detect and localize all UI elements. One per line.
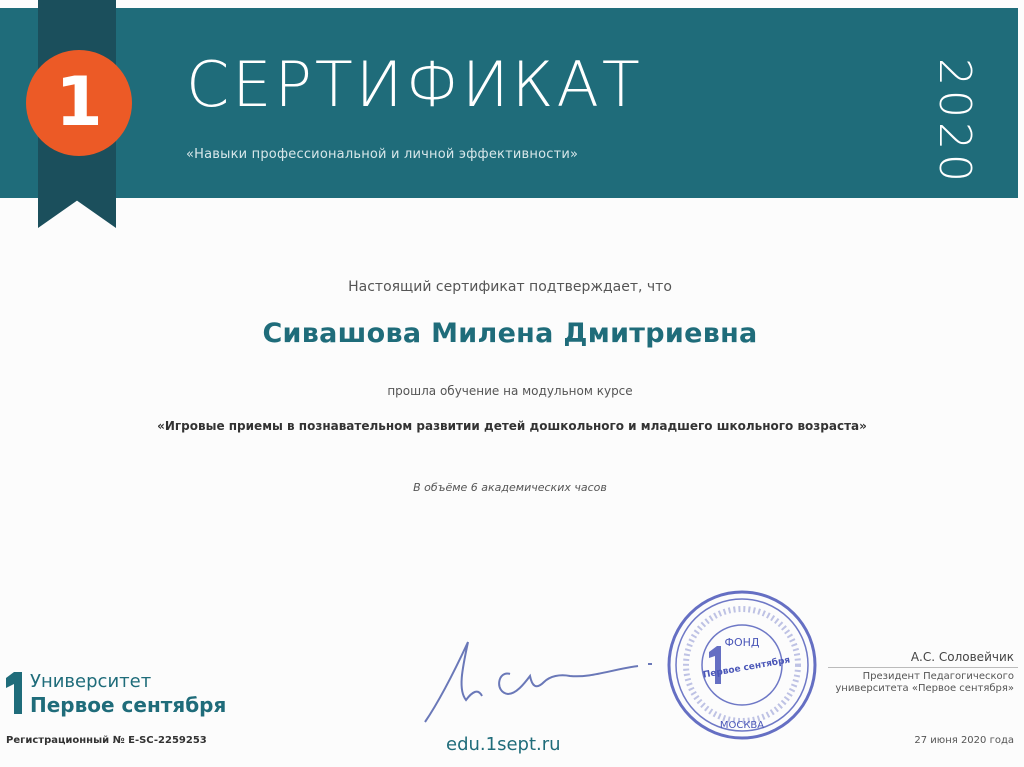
university-name-line1: Университет <box>30 671 152 692</box>
year-label: 2020 <box>929 58 980 186</box>
header-band <box>0 8 1018 198</box>
passed-text: прошла обучение на модульном курсе <box>387 384 633 398</box>
signer-name: А.С. Соловейчик <box>910 650 1014 664</box>
signer-title: Президент Педагогического университета «Первое сентября» <box>835 671 1014 694</box>
logo-digit: 1 <box>55 63 103 142</box>
hours-text: В объёме 6 академических часов <box>413 481 607 494</box>
seal-top-word: ФОНД <box>724 636 760 649</box>
website-link[interactable]: edu.1sept.ru <box>446 734 561 755</box>
program-subtitle: «Навыки профессиональной и личной эффективности» <box>186 147 579 162</box>
recipient-name: Сивашова Милена Дмитриевна <box>262 318 758 349</box>
university-name-line2: Первое сентября <box>30 693 227 717</box>
seal-center-text: Первое сентября <box>702 655 792 681</box>
university-logo-icon <box>4 670 24 716</box>
registration-number: Регистрационный № E-SC-2259253 <box>6 735 207 746</box>
seal-bottom-word: МОСКВА <box>719 720 765 731</box>
course-title: «Игровые приемы в познавательном развитии детей дошкольного и младшего школьного возраста» <box>157 419 867 433</box>
confirm-text: Настоящий сертификат подтверждает, что <box>348 279 672 295</box>
logo-badge <box>26 50 132 156</box>
issue-date: 27 июня 2020 года <box>914 735 1014 746</box>
seal-stamp-icon <box>665 588 819 742</box>
signature-line <box>828 667 1018 668</box>
certificate-title: СЕРТИФИКАТ <box>186 48 643 121</box>
signature-icon <box>420 630 690 730</box>
